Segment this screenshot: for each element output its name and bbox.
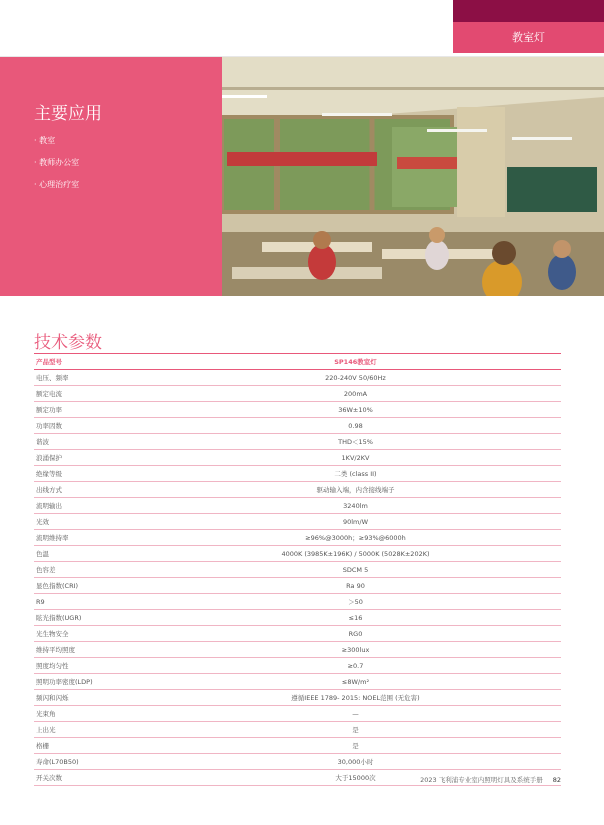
spec-label: 维持平均照度	[34, 642, 148, 658]
table-row	[34, 546, 561, 562]
table-row	[34, 722, 561, 738]
spec-label: 开关次数	[34, 770, 148, 786]
spec-label: 光束角	[34, 706, 148, 722]
spec-label: 照度均匀性	[34, 658, 148, 674]
spec-label: 色容差	[34, 562, 148, 578]
spec-value: 大于15000次	[148, 770, 561, 786]
spec-value: 3240lm	[148, 498, 561, 514]
spec-label: 出线方式	[34, 482, 148, 498]
table-row	[34, 690, 561, 706]
spec-value: 220-240V 50/60Hz	[148, 370, 561, 386]
applications-list	[34, 135, 79, 201]
spec-label: 眩光指数(UGR)	[34, 610, 148, 626]
table-row	[34, 370, 561, 386]
spec-value: THD＜15%	[148, 434, 561, 450]
table-row	[34, 658, 561, 674]
spec-value: 200mA	[148, 386, 561, 402]
application-item: · 教师办公室	[34, 158, 80, 167]
spec-value: ≤8W/m²	[148, 674, 561, 690]
table-header-row	[34, 354, 561, 370]
table-row	[34, 386, 561, 402]
spec-value: ≥300lux	[148, 642, 561, 658]
spec-value: ≥0.7	[148, 658, 561, 674]
table-row	[34, 450, 561, 466]
table-row	[34, 514, 561, 530]
table-row	[34, 562, 561, 578]
table-row	[34, 482, 561, 498]
page-number: 82	[552, 776, 561, 784]
footer	[0, 775, 561, 784]
table-row	[34, 706, 561, 722]
table-row	[34, 626, 561, 642]
spec-value: ＞50	[148, 594, 561, 610]
table-row	[34, 754, 561, 770]
spec-label: 功率因数	[34, 418, 148, 434]
table-row	[34, 594, 561, 610]
spec-value: 1KV/2KV	[148, 450, 561, 466]
spec-value: ≤16	[148, 610, 561, 626]
table-row	[34, 674, 561, 690]
spec-label: 电压、频率	[34, 370, 148, 386]
header-label: 产品型号	[34, 354, 148, 370]
spec-label: 色温	[34, 546, 148, 562]
table-row	[34, 738, 561, 754]
application-item: · 心理治疗室	[34, 180, 80, 189]
table-row	[34, 642, 561, 658]
spec-value: 是	[148, 738, 561, 754]
spec-value: 4000K (3985K±196K) / 5000K (5028K±202K)	[148, 546, 561, 562]
spec-value: 0.98	[148, 418, 561, 434]
specs-title: 技术参数	[34, 333, 102, 353]
classroom-photo	[222, 57, 604, 296]
header-band	[453, 0, 604, 22]
table-row	[34, 402, 561, 418]
spec-label: 照明功率密度(LDP)	[34, 674, 148, 690]
spec-label: 光生物安全	[34, 626, 148, 642]
spec-label: 谐波	[34, 434, 148, 450]
spec-label: 格栅	[34, 738, 148, 754]
spec-value: 30,000小时	[148, 754, 561, 770]
spec-label: 额定电流	[34, 386, 148, 402]
application-item: · 教室	[34, 136, 56, 145]
applications-title: 主要应用	[34, 104, 102, 124]
spec-label: 流明维持率	[34, 530, 148, 546]
table-row	[34, 498, 561, 514]
spec-value: RG0	[148, 626, 561, 642]
spec-value: Ra 90	[148, 578, 561, 594]
spec-label: 上出光	[34, 722, 148, 738]
spec-value: 遵循IEEE 1789- 2015: NOEL范围 (无危害)	[148, 690, 561, 706]
spec-value: 二类 (class II)	[148, 466, 561, 482]
spec-value: —	[148, 706, 561, 722]
table-row	[34, 466, 561, 482]
table-row	[34, 530, 561, 546]
spec-label: 流明输出	[34, 498, 148, 514]
applications-panel	[0, 57, 222, 296]
table-row	[34, 418, 561, 434]
spec-value: 90lm/W	[148, 514, 561, 530]
spec-label: 绝缘等级	[34, 466, 148, 482]
specs-table	[34, 353, 561, 786]
table-row	[34, 578, 561, 594]
table-row	[34, 434, 561, 450]
spec-label: 显色指数(CRI)	[34, 578, 148, 594]
spec-label: 寿命(L70B50)	[34, 754, 148, 770]
spec-value: 是	[148, 722, 561, 738]
spec-label: R9	[34, 594, 148, 610]
header-value: SP146教室灯	[148, 354, 561, 370]
category-tab: 教室灯	[453, 22, 604, 53]
footer-text: 2023 飞利浦专业室内照明灯具及系统手册	[420, 776, 543, 784]
spec-value: SDCM 5	[148, 562, 561, 578]
spec-label: 光效	[34, 514, 148, 530]
spec-label: 浪涌保护	[34, 450, 148, 466]
spec-label: 额定功率	[34, 402, 148, 418]
spec-value: 36W±10%	[148, 402, 561, 418]
spec-value: 驱动输入端，内含接线端子	[148, 482, 561, 498]
table-row	[34, 610, 561, 626]
spec-value: ≥96%@3000h；≥93%@6000h	[148, 530, 561, 546]
spec-label: 频闪和闪烁	[34, 690, 148, 706]
